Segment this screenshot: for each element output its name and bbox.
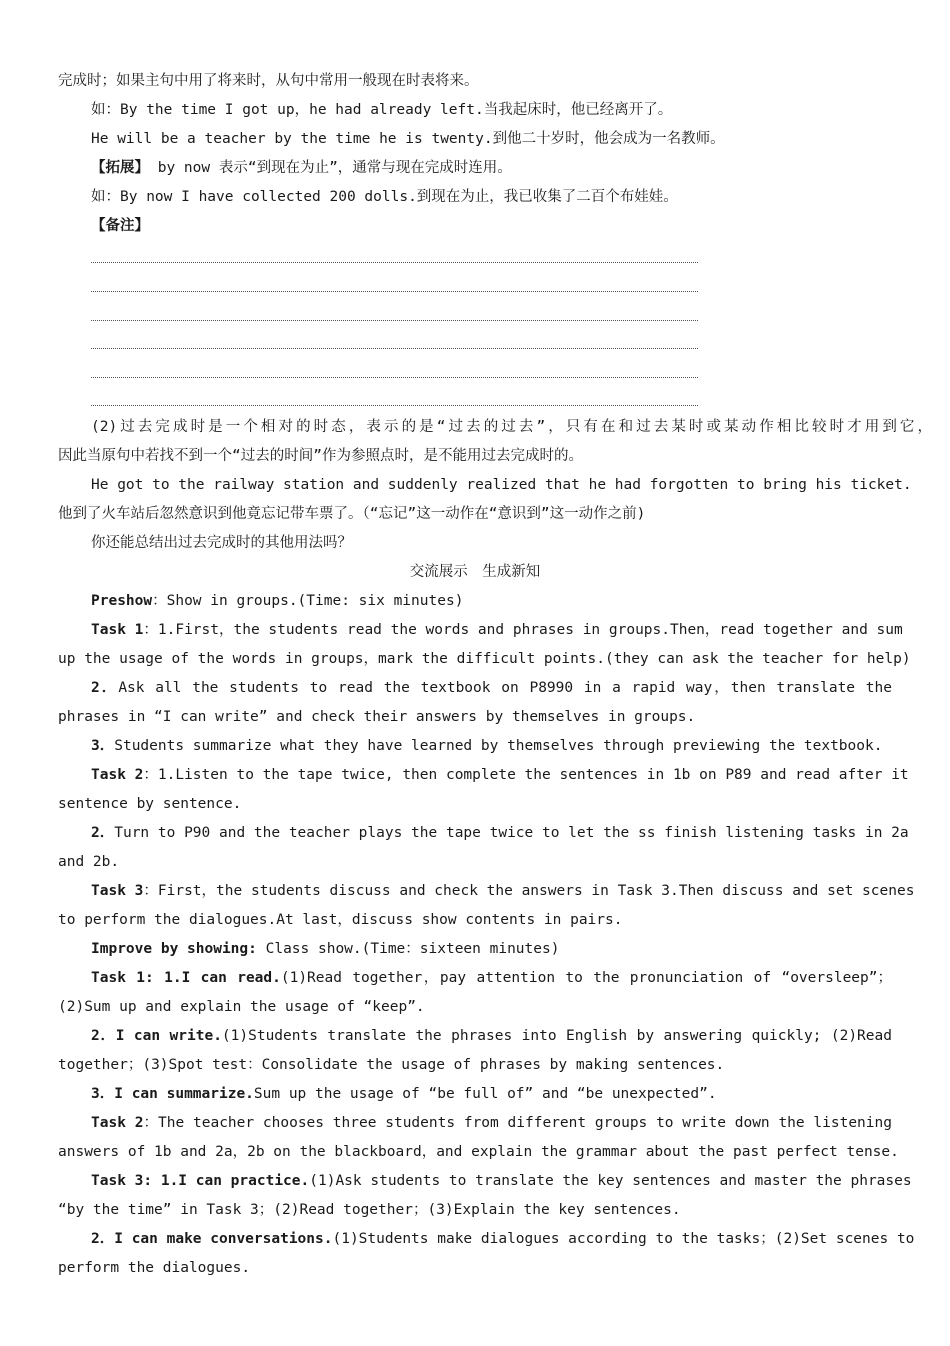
- note-rule: [91, 348, 698, 349]
- note-rule: [91, 405, 698, 406]
- remarks-label: 【备注】: [91, 218, 149, 234]
- task-line: [91, 1113, 892, 1133]
- task-text: (1)Students make dialogues according to the tasks；(2)Set scenes to: [332, 1231, 915, 1247]
- section-heading: 交流展示 生成新知: [409, 564, 541, 580]
- task-text: ：1.Listen to the tape twice, then complete the sentences in 1b on P89 and read after it: [143, 767, 909, 783]
- task-line: [91, 1171, 912, 1191]
- task-line: [91, 765, 909, 785]
- note-rule: [91, 320, 698, 321]
- item-number: 2．: [91, 825, 115, 841]
- task-label: Task 1: 1.I can read.: [91, 970, 281, 986]
- example-line: 如：By now I have collected 200 dolls.到现在为止，我已收集了二百个布娃娃。: [91, 189, 678, 205]
- task-line: to perform the dialogues.At last，discuss show contents in pairs.: [58, 912, 623, 928]
- extension-label: 【拓展】: [91, 160, 149, 176]
- improve-label: Improve by showing:: [91, 941, 257, 957]
- task-line: up the usage of the words in groups，mark the difficult points.(they can ask the teacher for help): [58, 651, 911, 667]
- task-line: [91, 1229, 915, 1249]
- task-text: Ask all the students to read the textbook on P8990 in a rapid way，then translate the: [118, 680, 892, 696]
- paragraph-line: 完成时；如果主句中用了将来时，从句中常用一般现在时表将来。: [58, 73, 479, 89]
- task-line: [91, 823, 909, 843]
- item-number: 2．: [91, 680, 119, 696]
- task-line: phrases in “I can write” and check their answers by themselves in groups.: [58, 709, 696, 725]
- task-line: [91, 678, 892, 698]
- example-line: He will be a teacher by the time he is twenty.到他二十岁时，他会成为一名教师。: [91, 131, 725, 147]
- task-line: together；(3)Spot test：Consolidate the usage of phrases by making sentences.: [58, 1057, 725, 1073]
- paragraph-line: (2)过去完成时是一个相对的时态，表示的是“过去的过去”，只有在和过去某时或某动作相比较时才用到它，: [91, 419, 932, 435]
- task-text: ：The teacher chooses three students from different groups to write down the listening: [143, 1115, 892, 1131]
- preshow-label: Preshow: [91, 593, 153, 609]
- extension-text: by now 表示“到现在为止”，通常与现在完成时连用。: [149, 160, 512, 176]
- task-line: [91, 736, 892, 756]
- note-rule: [91, 291, 698, 292]
- task-text: (1)Read together，pay attention to the pronunciation of “oversleep”；: [280, 970, 892, 986]
- task-line: [91, 968, 892, 988]
- task-line: “by the time” in Task 3；(2)Read together；(3)Explain the key sentences.: [58, 1202, 681, 1218]
- example-line: He got to the railway station and suddenly realized that he had forgotten to bring his ticket.: [91, 477, 912, 493]
- note-rule: [91, 262, 698, 263]
- example-line: 如：By the time I got up，he had already left.当我起床时，他已经离开了。: [91, 102, 673, 118]
- improve-text: Class show.(Time：sixteen minutes): [256, 941, 560, 957]
- task-label: Task 3: [91, 883, 144, 899]
- task-text: (1)Ask students to translate the key sentences and master the phrases: [309, 1173, 912, 1189]
- task-label: Task 2: [91, 1115, 144, 1131]
- task-text: ：First，the students discuss and check the answers in Task 3.Then discuss and set scenes: [143, 883, 915, 899]
- note-rule: [91, 377, 698, 378]
- task-line: [91, 1084, 892, 1104]
- paragraph-line: 因此当原句中若找不到一个“过去的时间”作为参照点时，是不能用过去完成时的。: [58, 448, 583, 464]
- preshow-text: ：Show in groups.(Time: six minutes): [152, 593, 464, 609]
- task-line: [91, 1026, 892, 1046]
- task-line: [91, 881, 915, 901]
- task-line: answers of 1b and 2a，2b on the blackboard，and explain the grammar about the past perfect tense.: [58, 1144, 899, 1160]
- task-label: Task 3: 1.I can practice.: [91, 1173, 310, 1189]
- preshow-line: [91, 591, 892, 611]
- task-text: (1)Students translate the phrases into English by answering quickly; (2)Read: [221, 1028, 892, 1044]
- task-label: Task 2: [91, 767, 144, 783]
- item-number: 3．: [91, 738, 115, 754]
- task-label: Task 1: [91, 622, 144, 638]
- task-line: and 2b.: [58, 854, 120, 870]
- task-line: perform the dialogues.: [58, 1260, 251, 1276]
- question-line: 你还能总结出过去完成时的其他用法吗？: [91, 535, 352, 551]
- task-text: Students summarize what they have learned by themselves through previewing the textbook.: [114, 738, 883, 754]
- task-text: Sum up the usage of “be full of” and “be unexpected”.: [253, 1086, 717, 1102]
- task-line: sentence by sentence.: [58, 796, 242, 812]
- task-text: ：1.First，the students read the words and phrases in groups.Then，read together and sum: [143, 622, 903, 638]
- extension-note: [91, 158, 892, 178]
- item-number: 2．I can write.: [91, 1028, 222, 1044]
- task-line: (2)Sum up and explain the usage of “keep”.: [58, 999, 425, 1015]
- task-line: [91, 620, 903, 640]
- remarks-heading: [91, 216, 892, 236]
- item-number: 2．I can make conversations.: [91, 1231, 333, 1247]
- improve-line: [91, 939, 892, 959]
- example-translation: 他到了火车站后忽然意识到他竟忘记带车票了。（“忘记”这一动作在“意识到”这一动作之前): [58, 506, 646, 522]
- task-text: Turn to P90 and the teacher plays the tape twice to let the ss finish listening tasks in 2a: [114, 825, 909, 841]
- item-number: 3．I can summarize.: [91, 1086, 254, 1102]
